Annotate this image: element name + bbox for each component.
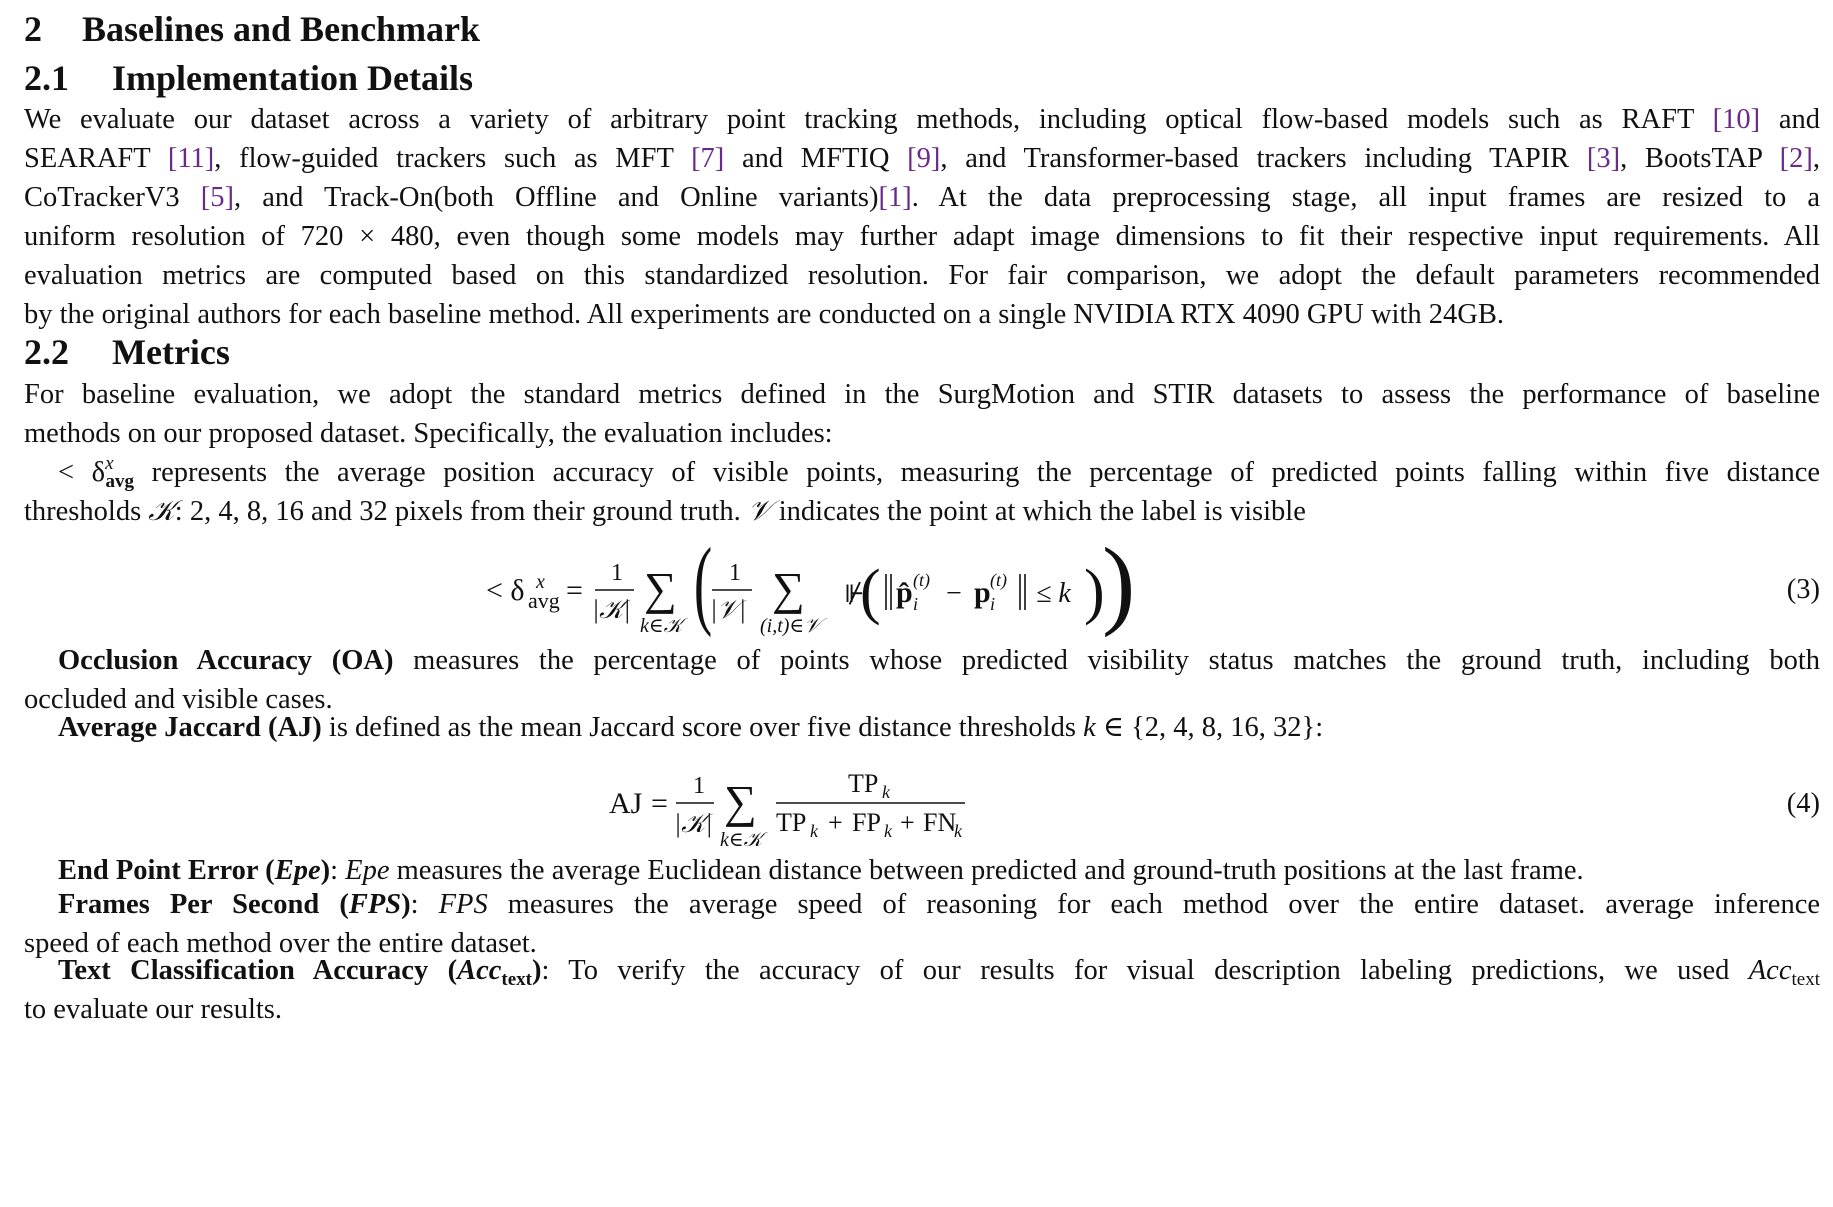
text-line: Frames Per Second (FPS): FPS measures the average speed of reasoning for each method over the entire dataset. average inference bbox=[58, 889, 1821, 920]
eq-denominator: |𝒦| bbox=[592, 595, 631, 624]
eq-numerator: 1 bbox=[729, 560, 741, 586]
sum-index: k∈𝒦 bbox=[720, 829, 763, 850]
sub-k: k bbox=[810, 821, 818, 841]
p-hat: p̂ bbox=[896, 576, 913, 609]
sub-i: i bbox=[990, 594, 996, 614]
text-line: Text Classification Accuracy (Acc$_{text}$): To verify the accuracy of our results for visual description labeling predictions, we used Acc$_{text}$ bbox=[58, 955, 1820, 990]
plus: + bbox=[900, 808, 915, 837]
paren-open: ( bbox=[860, 558, 881, 626]
p: p bbox=[974, 576, 991, 609]
eq-sup: x bbox=[536, 571, 545, 593]
fp: FP bbox=[852, 808, 881, 837]
section-title: Metrics bbox=[112, 332, 230, 372]
sum-index: k∈𝒦 bbox=[640, 615, 683, 637]
text-line: methods on our proposed dataset. Specifically, the evaluation includes: bbox=[24, 418, 833, 449]
paragraph-metrics-intro bbox=[24, 375, 1820, 453]
eq-denominator: |𝒦| bbox=[674, 809, 713, 838]
sum-index: (i,t)∈𝒱 bbox=[760, 615, 821, 637]
text-line: Occlusion Accuracy (OA) measures the percentage of points whose predicted visibility status matches the ground truth, including both bbox=[58, 645, 1820, 676]
citation-link[interactable]: [7] bbox=[691, 143, 725, 174]
eq-numerator: 1 bbox=[611, 560, 623, 586]
text-line: thresholds 𝒦: 2, 4, 8, 16 and 32 pixels from their ground truth. 𝒱 indicates the point at which the label is visible bbox=[24, 496, 1306, 527]
text-line: evaluation metrics are computed based on this standardized resolution. For fair comparison, we adopt the default parameters recommended bbox=[24, 260, 1820, 291]
section-title: Implementation Details bbox=[112, 58, 473, 98]
text-line: For baseline evaluation, we adopt the standard metrics defined in the SurgMotion and STIR datasets to assess the performance of baseline bbox=[24, 379, 1820, 410]
text-line: End Point Error (Epe): Epe measures the average Euclidean distance between predicted and ground-truth positions at the last frame. bbox=[58, 855, 1584, 886]
text-line: occluded and visible cases. bbox=[24, 684, 333, 715]
indicator-symbol: ⊮ bbox=[844, 582, 865, 608]
eq-equals: = bbox=[566, 574, 583, 607]
section-heading-2 bbox=[24, 8, 480, 50]
paragraph-acc-text bbox=[24, 951, 1820, 1029]
equation-3 bbox=[24, 530, 1820, 640]
text-line: speed of each method over the entire dataset. bbox=[24, 928, 537, 959]
eq-equals: = bbox=[651, 787, 668, 820]
sum-symbol: ∑ bbox=[644, 563, 677, 614]
text-line: CoTrackerV3 [5], and Track-On(both Offline and Online variants)[1]. At the data preprocessing stage, all input frames are resized to a bbox=[24, 182, 1820, 213]
fn: FN bbox=[923, 808, 957, 837]
paragraph-implementation bbox=[24, 100, 1820, 334]
paragraph-delta-avg bbox=[24, 453, 1820, 531]
text-line: uniform resolution of 720 × 480, even though some models may further adapt image dimensions to fit their respective input requirements. All bbox=[24, 221, 1820, 252]
equation-number: (3) bbox=[1786, 574, 1820, 605]
sub-k: k bbox=[884, 821, 892, 841]
paragraph-aj bbox=[24, 708, 1820, 747]
section-number: 2.2 bbox=[24, 332, 69, 372]
sum-symbol: ∑ bbox=[724, 776, 757, 827]
text-line: We evaluate our dataset across a variety of arbitrary point tracking methods, including optical flow-based models such as RAFT [10] and bbox=[24, 104, 1820, 135]
equation-number: (4) bbox=[1786, 788, 1820, 819]
text-line: by the original authors for each baseline method. All experiments are conducted on a single NVIDIA RTX 4090 GPU with 24GB. bbox=[24, 299, 1504, 330]
sup-t: (t) bbox=[913, 570, 930, 590]
sup-t: (t) bbox=[990, 570, 1007, 590]
citation-link[interactable]: [11] bbox=[167, 143, 215, 174]
eq-numerator: 1 bbox=[693, 773, 705, 799]
text-line: to evaluate our results. bbox=[24, 994, 283, 1025]
text-line: Average Jaccard (AJ) is defined as the mean Jaccard score over five distance thresholds k ∈ {2, 4, 8, 16, 32}: bbox=[58, 712, 1324, 743]
eq-sub: avg bbox=[528, 588, 560, 613]
sum-symbol: ∑ bbox=[772, 563, 805, 614]
minus: − bbox=[946, 578, 962, 609]
section-number: 2 bbox=[24, 9, 42, 49]
section-title: Baselines and Benchmark bbox=[82, 9, 481, 49]
sub-i: i bbox=[913, 594, 919, 614]
citation-link[interactable]: [10] bbox=[1712, 104, 1761, 135]
citation-link[interactable]: [1] bbox=[878, 182, 912, 213]
paren-open: ( bbox=[693, 530, 713, 639]
text-line: SEARAFT [11], flow-guided trackers such as MFT [7] and MFTIQ [9], and Transformer-based trackers including TAPIR [3], BootsTAP [2], bbox=[24, 143, 1820, 174]
plus: + bbox=[828, 808, 843, 837]
sub-k: k bbox=[954, 821, 962, 841]
tp: TP bbox=[848, 769, 879, 798]
section-heading-2-2 bbox=[24, 331, 230, 373]
section-number: 2.1 bbox=[24, 58, 69, 98]
text-line: < $\delta^x_{avg}$ represents the average position accuracy of visible points, measuring the percentage of predicted points falling within five distance bbox=[58, 453, 1820, 492]
equation-4 bbox=[24, 760, 1820, 850]
equation-4-graphic bbox=[24, 760, 1820, 850]
paren-close: ) bbox=[1102, 530, 1136, 638]
citation-link[interactable]: [5] bbox=[200, 182, 235, 213]
eq-lhs: AJ bbox=[609, 787, 643, 820]
citation-link[interactable]: [3] bbox=[1586, 143, 1621, 174]
equation-3-graphic bbox=[24, 530, 1820, 640]
citation-link[interactable]: [9] bbox=[907, 143, 941, 174]
citation-link[interactable]: [2] bbox=[1779, 143, 1813, 174]
eq-denominator: |𝒱| bbox=[710, 595, 746, 624]
section-heading-2-1 bbox=[24, 57, 473, 99]
tp: TP bbox=[776, 808, 807, 837]
le-k: ≤ k bbox=[1036, 578, 1071, 609]
eq-lhs: < δ bbox=[486, 574, 525, 607]
paren-close: ) bbox=[1084, 558, 1105, 626]
sub-k: k bbox=[882, 782, 890, 802]
